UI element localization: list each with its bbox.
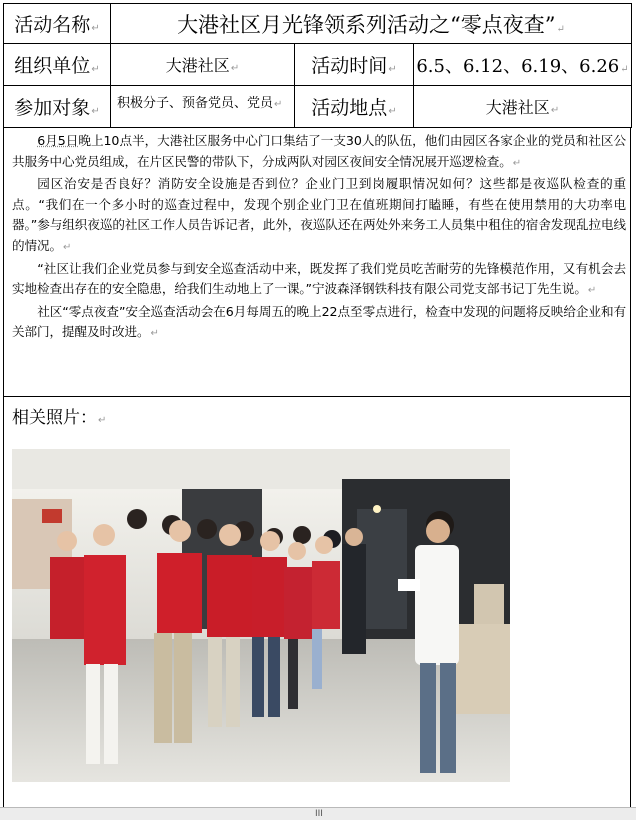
paragraph-1: 6月5日晚上10点半，大港社区服务中心门口集结了一支30人的队伍，他们由园区各家企业的党员和社区公共服务中心党员组成，在片区民警的带队下，分成两队对园区夜间安全情况展开巡逻检查。↵ — [12, 133, 626, 169]
time-value: 6.5、6.12、6.19、6.26↵ — [414, 44, 632, 86]
participants-value: 积极分子、预备党员、党员↵ — [111, 86, 295, 128]
paragraph-2: 园区治安是否良好？消防安全设施是否到位？企业门卫到岗履职情况如何？这些都是夜巡队检查的重点。“我们在一个多小时的巡查过程中，发现个别企业门卫在值班期间打瞌睡，有些在使用禁用的大功率电器。”参与组织夜巡的社区工作人员告诉记者，此外，夜巡队还在两处外来务工人员集中租住的宿舍发现乱拉电线的情况。↵ — [12, 176, 626, 253]
report-body — [3, 128, 631, 397]
paragraph-4: 社区“零点夜查”安全巡查活动会在6月每周五的晚上22点至零点进行，检查中发现的问题将反映给企业和有关部门，提醒及时改进。↵ — [12, 303, 626, 340]
event-photo — [12, 449, 510, 782]
report-text — [12, 131, 626, 345]
related-photos-section — [3, 396, 631, 809]
related-photos-label: 相关照片：↵ — [12, 408, 107, 428]
activity-info-table — [3, 3, 632, 128]
time-label: 活动时间↵ — [295, 44, 414, 86]
horizontal-scrollbar[interactable] — [0, 807, 636, 820]
organizer-value: 大港社区↵ — [111, 44, 295, 86]
activity-name-value: 大港社区月光锋领系列活动之“零点夜查”↵ — [111, 4, 632, 44]
paragraph-3: “社区让我们企业党员参与到安全巡查活动中来，既发挥了我们党员吃苦耐劳的先锋模范作用，又有机会去实地检查出存在的安全隐患，给我们生动地上了一课。”宁波森泽钢铁科技有限公司党支部书记丁先生说。↵ — [12, 260, 626, 297]
participants-label: 参加对象↵ — [4, 86, 111, 128]
organizer-label: 组织单位↵ — [4, 44, 111, 86]
location-value: 大港社区↵ — [414, 86, 632, 128]
event-photo-illustration — [12, 449, 510, 782]
location-label: 活动地点↵ — [295, 86, 414, 128]
activity-name-label: 活动名称↵ — [4, 4, 111, 44]
scrollbar-grip[interactable]: III — [315, 809, 323, 819]
